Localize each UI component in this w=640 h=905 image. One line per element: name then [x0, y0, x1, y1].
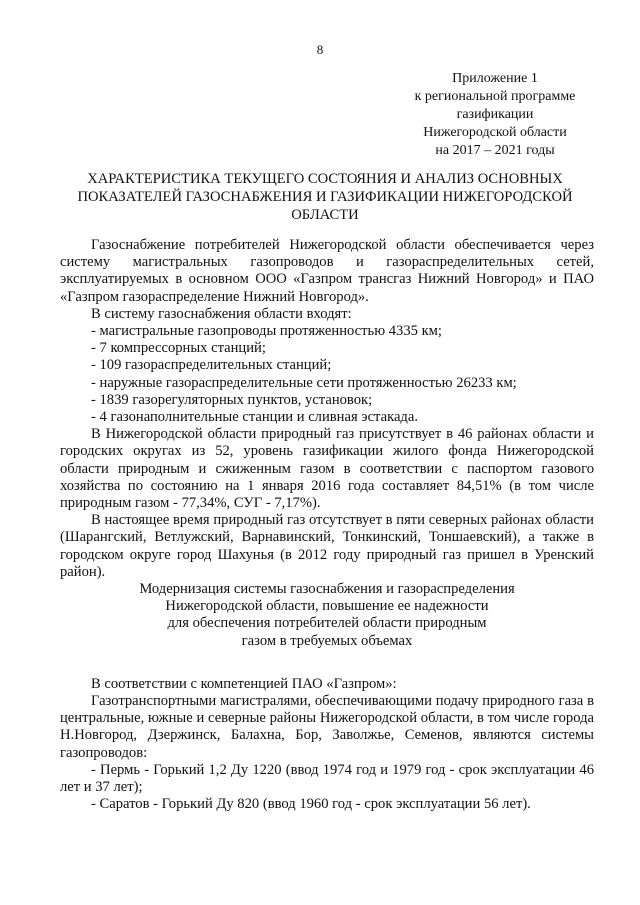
title-line: ПОКАЗАТЕЛЕЙ ГАЗОСНАБЖЕНИЯ И ГАЗИФИКАЦИИ НИЖЕГОРОДСКОЙ	[77, 189, 573, 205]
page-number: 8	[316, 42, 324, 57]
appendix-line: Приложение 1	[452, 71, 538, 86]
system-list-item: - наружные газораспределительные сети протяженностью 26233 км;	[91, 374, 517, 391]
gasification-paragraph: В Нижегородской области природный газ присутствует в 46 районах области и городских округах из 52, уровень газификации жилого фонда Нижегородской области природным и сжиженным газом в соответствии с паспортом газового хозяйства по состоянию на 1 января 2016 года составляет 84,51% (в том числе природным газом - 77,34%, СУГ - 7,17%).	[60, 426, 594, 512]
pipelines-paragraph: Газотранспортными магистралями, обеспечивающими подачу природного газа в центральные, южные и северные районы Нижегородской области, в том числе города Н.Новгород, Дзержинск, Балахна, Бор, Заволжье, Семенов, являются системы газопроводов:	[60, 693, 594, 761]
appendix-line: Нижегородской области	[423, 125, 567, 140]
appendix-line: на 2017 – 2021 годы	[435, 143, 555, 158]
document-title	[55, 170, 595, 224]
system-list-item: - 7 компрессорных станций;	[91, 340, 266, 357]
northern-districts-paragraph: В настоящее время природный газ отсутствует в пяти северных районах области (Шарангский, Ветлужский, Варнавинский, Тонкинский, Тоншаевский), а также в городском округе город Шахунья (в 2012 году природный газ пришел в Уренский район).	[60, 512, 594, 580]
system-list-item: - 109 газораспределительных станций;	[91, 357, 332, 374]
competence-paragraph: В соответствии с компетенцией ПАО «Газпром»:	[91, 675, 397, 692]
appendix-line: газификации	[456, 107, 534, 122]
subtitle-line: газом в требуемых объемах	[241, 632, 413, 649]
system-list-item: - магистральные газопроводы протяженностью 4335 км;	[91, 323, 442, 340]
pipeline-item: - Пермь - Горький 1,2 Ду 1220 (ввод 1974 год и 1979 год - срок эксплуатации 46 лет и 37 лет);	[60, 761, 594, 796]
system-list-item: - 4 газонаполнительные станции и сливная эстакада.	[91, 409, 418, 426]
document-body	[60, 237, 594, 814]
intro-paragraph: Газоснабжение потребителей Нижегородской области обеспечивается через систему магистральных газопроводов и газораспределительных сетей, эксплуатируемых в основном ООО «Газпром трансгаз Нижний Новгород» и ПАО «Газпром газораспределение Нижний Новгород».	[60, 237, 594, 305]
section-subtitle	[60, 581, 594, 650]
system-list-item: - 1839 газорегуляторных пунктов, установок;	[91, 391, 373, 408]
system-intro: В систему газоснабжения области входят:	[91, 305, 352, 322]
title-line: ХАРАКТЕРИСТИКА ТЕКУЩЕГО СОСТОЯНИЯ И АНАЛИЗ ОСНОВНЫХ	[87, 171, 563, 187]
appendix-header	[370, 70, 620, 160]
subtitle-line: для обеспечения потребителей области природным	[167, 615, 487, 632]
subtitle-line: Модернизация системы газоснабжения и газораспределения	[139, 581, 515, 598]
subtitle-line: Нижегородской области, повышение ее надежности	[165, 598, 489, 615]
title-line: ОБЛАСТИ	[291, 207, 359, 223]
appendix-line: к региональной программе	[414, 89, 576, 104]
pipeline-item: - Саратов - Горький Ду 820 (ввод 1960 год - срок эксплуатации 56 лет).	[91, 796, 531, 813]
